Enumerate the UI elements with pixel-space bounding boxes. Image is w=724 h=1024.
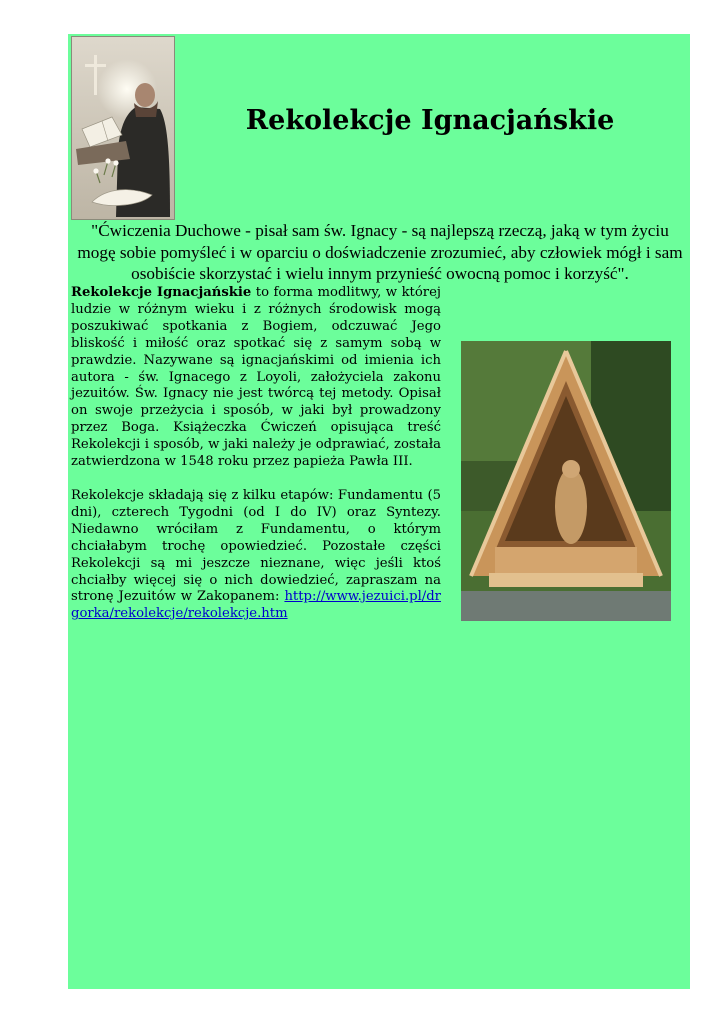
ignatius-quote: "Ćwiczenia Duchowe - pisał sam św. Ignacy - są najlepszą rzeczą, jaką w tym życiu mogę sobie pomyśleć i w oparciu o doświadczenie zrozumieć, aby człowiek mógł i sam osobiście skorzystać i wielu innym przynieść owocną pomoc i korzyść". <box>77 221 683 283</box>
article-body <box>71 285 441 623</box>
paragraph-stages <box>71 488 441 623</box>
page-title: Rekolekcje Ignacjańskie <box>245 105 615 136</box>
intro-lead: Rekolekcje Ignacjańskie <box>71 285 252 300</box>
jezuici-link[interactable]: http://www.jezuici.pl/drgorka/rekolekcje/rekolekcje.htm <box>71 589 441 622</box>
intro-text: to forma modlitwy, w której ludzie w różnym wieku i z różnych środowisk mogą poszukiwać spotkania z Bogiem, odczuwać Jego bliskość i miłość oraz spotkać się z samym sobą w prawdzie. Nazywane są ignacjańskimi od imienia ich autora - św. Ignacego z Loyoli, założyciela zakonu jezuitów. Św. Ignacy nie jest twórcą tej metody. Opisał on swoje przeżycia i sposób, w jaki był prowadzony przez Boga. Książeczka Ćwiczeń opisująca treść Rekolekcji i sposób, w jaki należy je odprawiać, została zatwierdzona w 1548 roku przez papieża Pawła III. <box>71 285 441 470</box>
saint-ignatius-image <box>71 36 175 220</box>
paragraph-intro <box>71 285 441 471</box>
wooden-shrine-photo <box>461 341 671 621</box>
stages-text: Rekolekcje składają się z kilku etapów: Fundamentu (5 dni), czterech Tygodni (od I do IV) oraz Syntezy. Niedawno wróciłam z Fundamentu, o którym chciałabym trochę opowiedzieć. Pozostałe części Rekolekcji są mi jeszcze nieznane, więc jeśli ktoś chciałby więcej się o nich dowiedzieć, zapraszam na stronę Jezuitów w Zakopanem: <box>71 487 441 605</box>
